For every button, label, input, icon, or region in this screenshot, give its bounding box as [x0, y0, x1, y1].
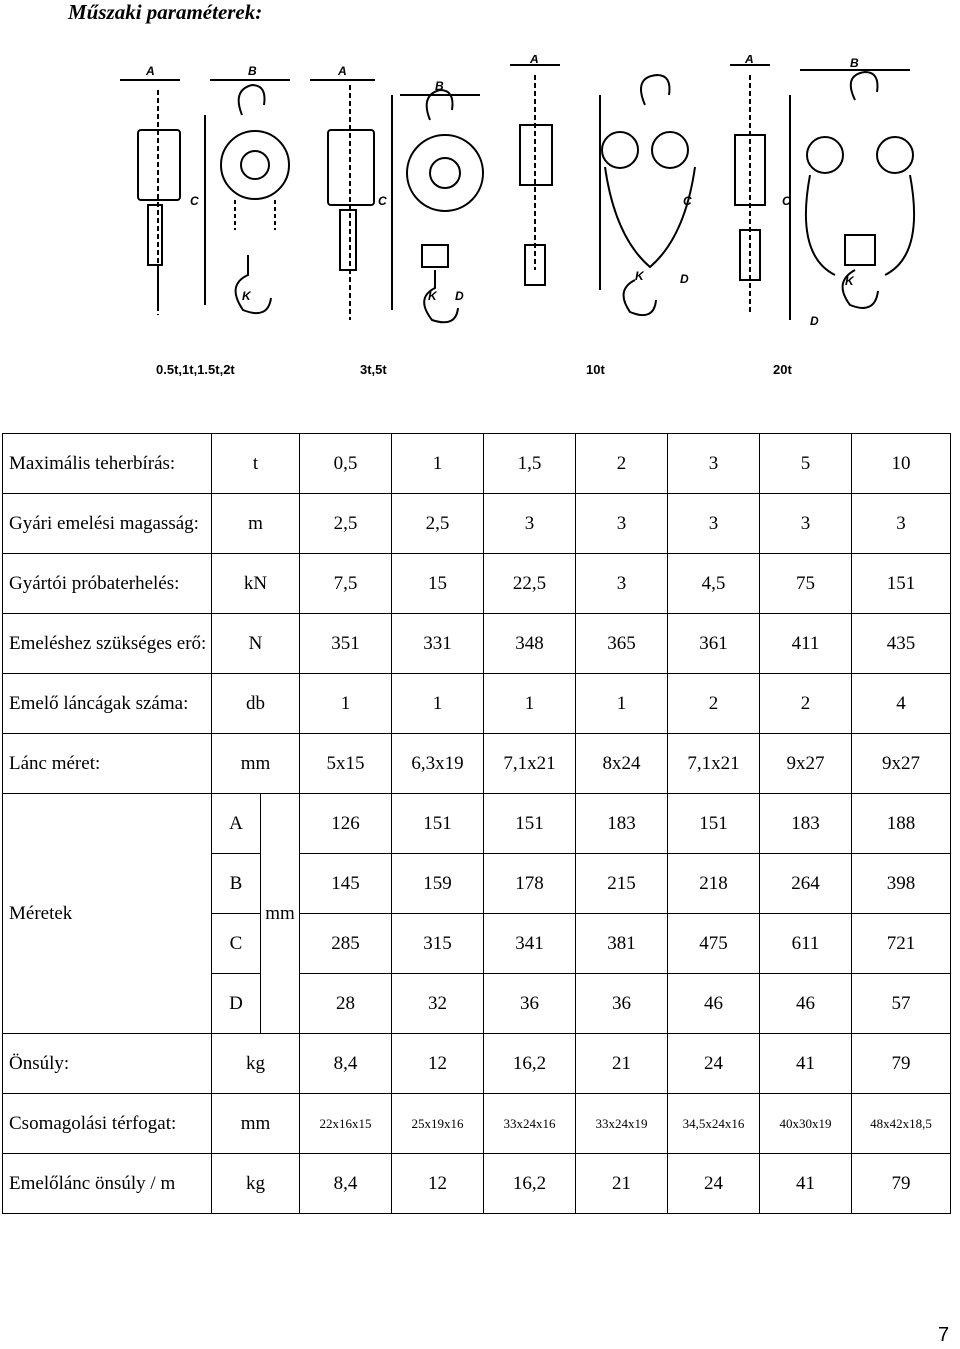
row-unit: db — [212, 674, 300, 734]
value-cell: 435 — [852, 614, 951, 674]
value-cell: 398 — [852, 854, 951, 914]
row-unit: m — [212, 494, 300, 554]
row-label: Gyári emelési magasság: — [3, 494, 212, 554]
dim-label-k: K — [428, 289, 437, 303]
value-cell: 41 — [760, 1034, 852, 1094]
row-label: Maximális teherbírás: — [3, 434, 212, 494]
value-cell: 151 — [392, 794, 484, 854]
dim-label-c: C — [683, 194, 692, 208]
drawing-caption-1: 0.5t,1t,1.5t,2t — [156, 362, 235, 377]
value-cell: 75 — [760, 554, 852, 614]
value-cell: 1,5 — [484, 434, 576, 494]
table-row — [3, 734, 951, 794]
value-cell: 8,4 — [300, 1034, 392, 1094]
value-cell: 33x24x19 — [576, 1094, 668, 1154]
row-label: Lánc méret: — [3, 734, 212, 794]
value-cell: 721 — [852, 914, 951, 974]
value-cell: 159 — [392, 854, 484, 914]
value-cell: 3 — [852, 494, 951, 554]
value-cell: 215 — [576, 854, 668, 914]
hoist-10t-side-view — [510, 65, 560, 285]
dim-label-a: A — [530, 55, 539, 66]
value-cell: 3 — [576, 494, 668, 554]
value-cell: 365 — [576, 614, 668, 674]
row-label: Csomagolási térfogat: — [3, 1094, 212, 1154]
value-cell: 2 — [760, 674, 852, 734]
meretek-unit: mm — [261, 794, 300, 1034]
table-row — [3, 554, 951, 614]
value-cell: 218 — [668, 854, 760, 914]
row-unit: t — [212, 434, 300, 494]
value-cell: 341 — [484, 914, 576, 974]
value-cell: 3 — [668, 434, 760, 494]
drawing-caption-4: 20t — [773, 362, 792, 377]
value-cell: 7,1x21 — [484, 734, 576, 794]
row-unit: N — [212, 614, 300, 674]
dim-label-k: K — [845, 274, 854, 288]
table-row — [3, 614, 951, 674]
value-cell: 36 — [576, 974, 668, 1034]
value-cell: 79 — [852, 1154, 951, 1214]
value-cell: 5 — [760, 434, 852, 494]
value-cell: 1 — [576, 674, 668, 734]
value-cell: 126 — [300, 794, 392, 854]
value-cell: 22,5 — [484, 554, 576, 614]
value-cell: 6,3x19 — [392, 734, 484, 794]
dim-label-b: B — [850, 56, 859, 70]
value-cell: 1 — [392, 674, 484, 734]
hoist-small-front-view — [205, 80, 290, 313]
spec-table — [2, 433, 951, 1214]
value-cell: 7,1x21 — [668, 734, 760, 794]
dimension-key: C — [212, 914, 261, 974]
value-cell: 25x19x16 — [392, 1094, 484, 1154]
value-cell: 3 — [576, 554, 668, 614]
table-row — [3, 1034, 951, 1094]
value-cell: 361 — [668, 614, 760, 674]
hoist-small-side-view — [120, 80, 180, 315]
value-cell: 348 — [484, 614, 576, 674]
hoist-20t-side-view — [730, 65, 770, 315]
meretek-label: Méretek — [3, 794, 212, 1034]
value-cell: 0,5 — [300, 434, 392, 494]
dim-label-d: D — [455, 289, 464, 303]
value-cell: 24 — [668, 1154, 760, 1214]
dim-label-d: D — [680, 272, 689, 286]
value-cell: 16,2 — [484, 1154, 576, 1214]
value-cell: 411 — [760, 614, 852, 674]
row-label: Emeléshez szükséges erő: — [3, 614, 212, 674]
value-cell: 151 — [484, 794, 576, 854]
value-cell: 1 — [392, 434, 484, 494]
value-cell: 3 — [484, 494, 576, 554]
value-cell: 5x15 — [300, 734, 392, 794]
dim-label-c: C — [782, 194, 791, 208]
value-cell: 151 — [852, 554, 951, 614]
value-cell: 178 — [484, 854, 576, 914]
dimension-key: D — [212, 974, 261, 1034]
value-cell: 4,5 — [668, 554, 760, 614]
value-cell: 264 — [760, 854, 852, 914]
dim-label-a: A — [338, 64, 347, 78]
value-cell: 46 — [668, 974, 760, 1034]
table-row — [3, 434, 951, 494]
row-label: Önsúly: — [3, 1034, 212, 1094]
value-cell: 57 — [852, 974, 951, 1034]
value-cell: 36 — [484, 974, 576, 1034]
value-cell: 10 — [852, 434, 951, 494]
value-cell: 8,4 — [300, 1154, 392, 1214]
row-unit: mm — [212, 734, 300, 794]
dimension-key: B — [212, 854, 261, 914]
table-row — [3, 674, 951, 734]
value-cell: 12 — [392, 1034, 484, 1094]
row-label: Emelőlánc önsúly / m — [3, 1154, 212, 1214]
value-cell: 8x24 — [576, 734, 668, 794]
value-cell: 46 — [760, 974, 852, 1034]
table-row — [3, 794, 951, 854]
value-cell: 22x16x15 — [300, 1094, 392, 1154]
page-title: Műszaki paraméterek: — [68, 0, 263, 24]
value-cell: 611 — [760, 914, 852, 974]
value-cell: 183 — [576, 794, 668, 854]
value-cell: 40x30x19 — [760, 1094, 852, 1154]
value-cell: 79 — [852, 1034, 951, 1094]
value-cell: 16,2 — [484, 1034, 576, 1094]
value-cell: 15 — [392, 554, 484, 614]
value-cell: 4 — [852, 674, 951, 734]
row-unit: kg — [212, 1034, 300, 1094]
hoist-medium-front-view — [392, 90, 483, 322]
table-row — [3, 494, 951, 554]
drawing-caption-2: 3t,5t — [360, 362, 387, 377]
value-cell: 12 — [392, 1154, 484, 1214]
table-row — [3, 1154, 951, 1214]
dim-label-d: D — [810, 314, 819, 328]
value-cell: 32 — [392, 974, 484, 1034]
value-cell: 351 — [300, 614, 392, 674]
dim-label-c: C — [378, 194, 387, 208]
dim-label-b: B — [435, 79, 444, 93]
row-unit: kg — [212, 1154, 300, 1214]
page-number: 7 — [938, 1324, 950, 1346]
value-cell: 2,5 — [300, 494, 392, 554]
value-cell: 21 — [576, 1154, 668, 1214]
dimension-key: A — [212, 794, 261, 854]
hoist-drawings — [110, 55, 930, 385]
row-label: Emelő láncágak száma: — [3, 674, 212, 734]
value-cell: 3 — [668, 494, 760, 554]
value-cell: 475 — [668, 914, 760, 974]
row-unit: mm — [212, 1094, 300, 1154]
row-label: Gyártói próbaterhelés: — [3, 554, 212, 614]
value-cell: 145 — [300, 854, 392, 914]
value-cell: 2 — [668, 674, 760, 734]
value-cell: 9x27 — [760, 734, 852, 794]
value-cell: 28 — [300, 974, 392, 1034]
value-cell: 1 — [484, 674, 576, 734]
hoist-medium-side-view — [310, 80, 375, 320]
value-cell: 21 — [576, 1034, 668, 1094]
value-cell: 285 — [300, 914, 392, 974]
dim-label-c: C — [190, 194, 199, 208]
value-cell: 183 — [760, 794, 852, 854]
value-cell: 34,5x24x16 — [668, 1094, 760, 1154]
value-cell: 9x27 — [852, 734, 951, 794]
value-cell: 2 — [576, 434, 668, 494]
value-cell: 33x24x16 — [484, 1094, 576, 1154]
table-row — [3, 1094, 951, 1154]
value-cell: 315 — [392, 914, 484, 974]
row-unit: kN — [212, 554, 300, 614]
dim-label-b: B — [248, 64, 257, 78]
value-cell: 151 — [668, 794, 760, 854]
value-cell: 48x42x18,5 — [852, 1094, 951, 1154]
value-cell: 2,5 — [392, 494, 484, 554]
dim-label-a: A — [146, 64, 155, 78]
value-cell: 331 — [392, 614, 484, 674]
value-cell: 24 — [668, 1034, 760, 1094]
value-cell: 3 — [760, 494, 852, 554]
dim-label-k: K — [242, 289, 251, 303]
drawing-caption-3: 10t — [586, 362, 605, 377]
value-cell: 381 — [576, 914, 668, 974]
dim-label-a: A — [745, 55, 754, 66]
value-cell: 7,5 — [300, 554, 392, 614]
dim-label-k: K — [635, 269, 644, 283]
value-cell: 1 — [300, 674, 392, 734]
value-cell: 188 — [852, 794, 951, 854]
value-cell: 41 — [760, 1154, 852, 1214]
